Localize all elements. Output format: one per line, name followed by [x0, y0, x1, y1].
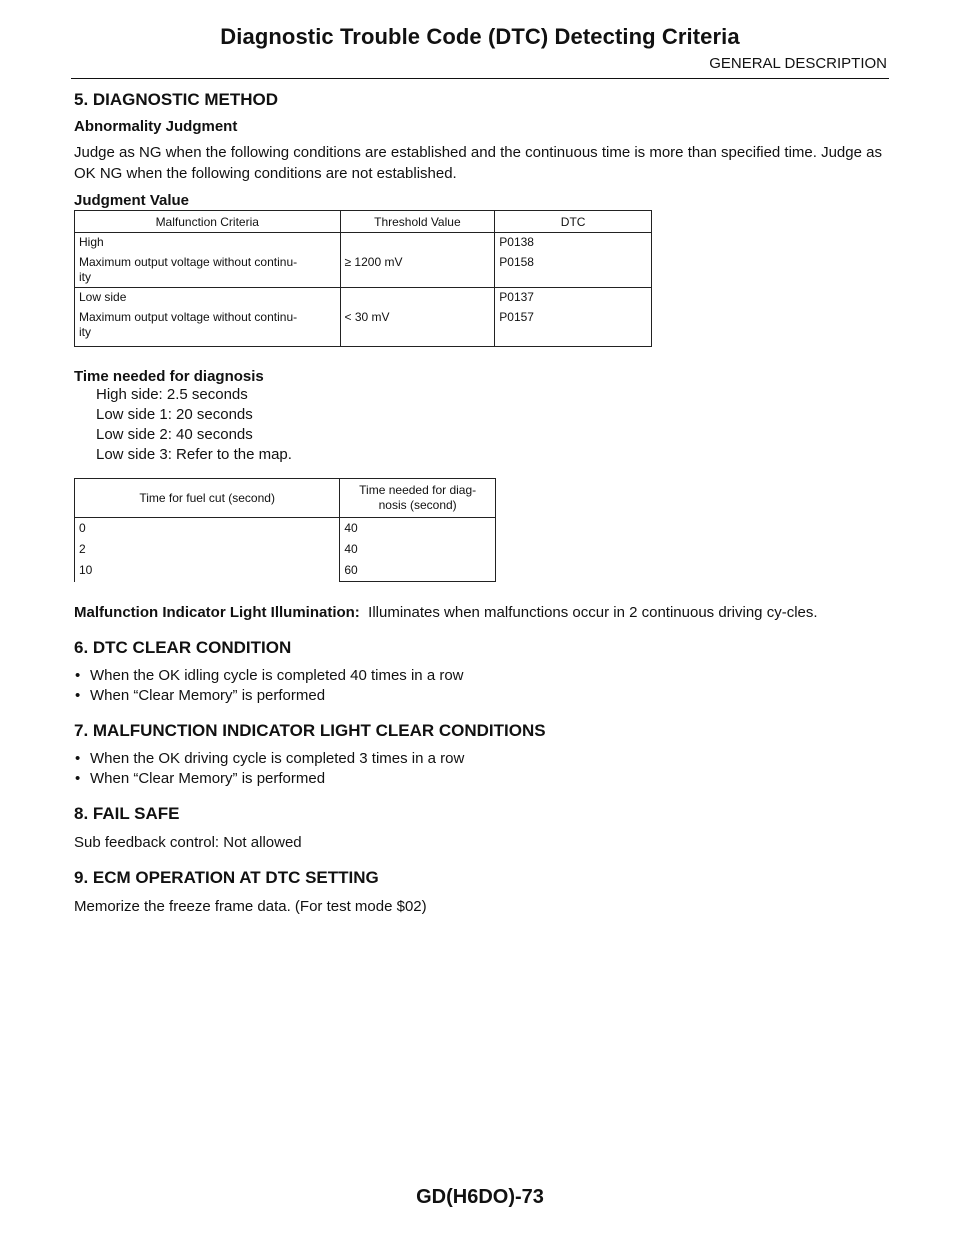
- column-header: DTC: [495, 211, 652, 233]
- judgment-value-table: [74, 210, 652, 347]
- time-line: Low side 3: Refer to the map.: [96, 446, 292, 463]
- dtc-cell: P0138 P0158: [495, 233, 652, 288]
- time-line: Low side 1: 20 seconds: [96, 406, 253, 423]
- section-7-heading: 7. MALFUNCTION INDICATOR LIGHT CLEAR CONDITIONS: [74, 721, 546, 740]
- time-needed-heading: Time needed for diagnosis: [74, 368, 264, 385]
- time-line: High side: 2.5 seconds: [96, 386, 248, 403]
- threshold-cell: < 30 mV: [340, 288, 495, 347]
- section-5-heading: 5. DIAGNOSTIC METHOD: [74, 90, 279, 109]
- section-label: GENERAL DESCRIPTION: [709, 55, 887, 72]
- column-header: Malfunction Criteria: [75, 211, 341, 233]
- fuel-cut-cell: 0 2 10: [75, 518, 340, 582]
- section-6-heading: 6. DTC CLEAR CONDITION: [74, 638, 292, 657]
- abnormality-judgment-text: Judge as NG when the following conditions are established and the continuous time is more than specified time. Judge as OK NG when the following conditions are not established.: [74, 144, 882, 182]
- judgment-value-heading: Judgment Value: [74, 192, 190, 209]
- column-header: Time for fuel cut (second): [75, 479, 340, 518]
- fuel-cut-time-table: [74, 478, 496, 582]
- list-item: • When “Clear Memory” is performed: [75, 770, 326, 787]
- threshold-cell: ≥ 1200 mV: [340, 233, 495, 288]
- abnormality-judgment-heading: Abnormality Judgment: [74, 118, 238, 135]
- time-line: Low side 2: 40 seconds: [96, 426, 253, 443]
- ecm-operation-text: Memorize the freeze frame data. (For test mode $02): [74, 898, 427, 915]
- section-9-heading: 9. ECM OPERATION AT DTC SETTING: [74, 868, 379, 887]
- table-header-row: [75, 211, 652, 233]
- column-header: Threshold Value: [340, 211, 495, 233]
- page-title: Diagnostic Trouble Code (DTC) Detecting Criteria: [220, 24, 740, 49]
- table-row: [75, 518, 496, 582]
- list-item: • When the OK idling cycle is completed 40 times in a row: [75, 667, 464, 684]
- page-number: GD(H6DO)-73: [416, 1186, 544, 1208]
- list-item: • When the OK driving cycle is completed 3 times in a row: [75, 750, 465, 767]
- list-item: • When “Clear Memory” is performed: [75, 687, 326, 704]
- section-8-heading: 8. FAIL SAFE: [74, 804, 180, 823]
- criteria-cell: Low side Maximum output voltage without continu- ity: [75, 288, 341, 347]
- dtc-cell: P0137 P0157: [495, 288, 652, 347]
- mil-illumination-text: Malfunction Indicator Light Illumination: Illuminates when malfunctions occur in 2 continuous driving cy-cles.: [74, 604, 818, 621]
- table-header-row: [75, 479, 496, 518]
- criteria-cell: High Maximum output voltage without continu- ity: [75, 233, 341, 288]
- column-header: Time needed for diag- nosis (second): [340, 479, 496, 518]
- document-body: [74, 90, 890, 917]
- table-row: [75, 233, 652, 288]
- header-divider: [71, 78, 889, 79]
- fail-safe-text: Sub feedback control: Not allowed: [74, 834, 302, 851]
- table-row: [75, 288, 652, 347]
- diagnosis-time-cell: 40 40 60: [340, 518, 496, 582]
